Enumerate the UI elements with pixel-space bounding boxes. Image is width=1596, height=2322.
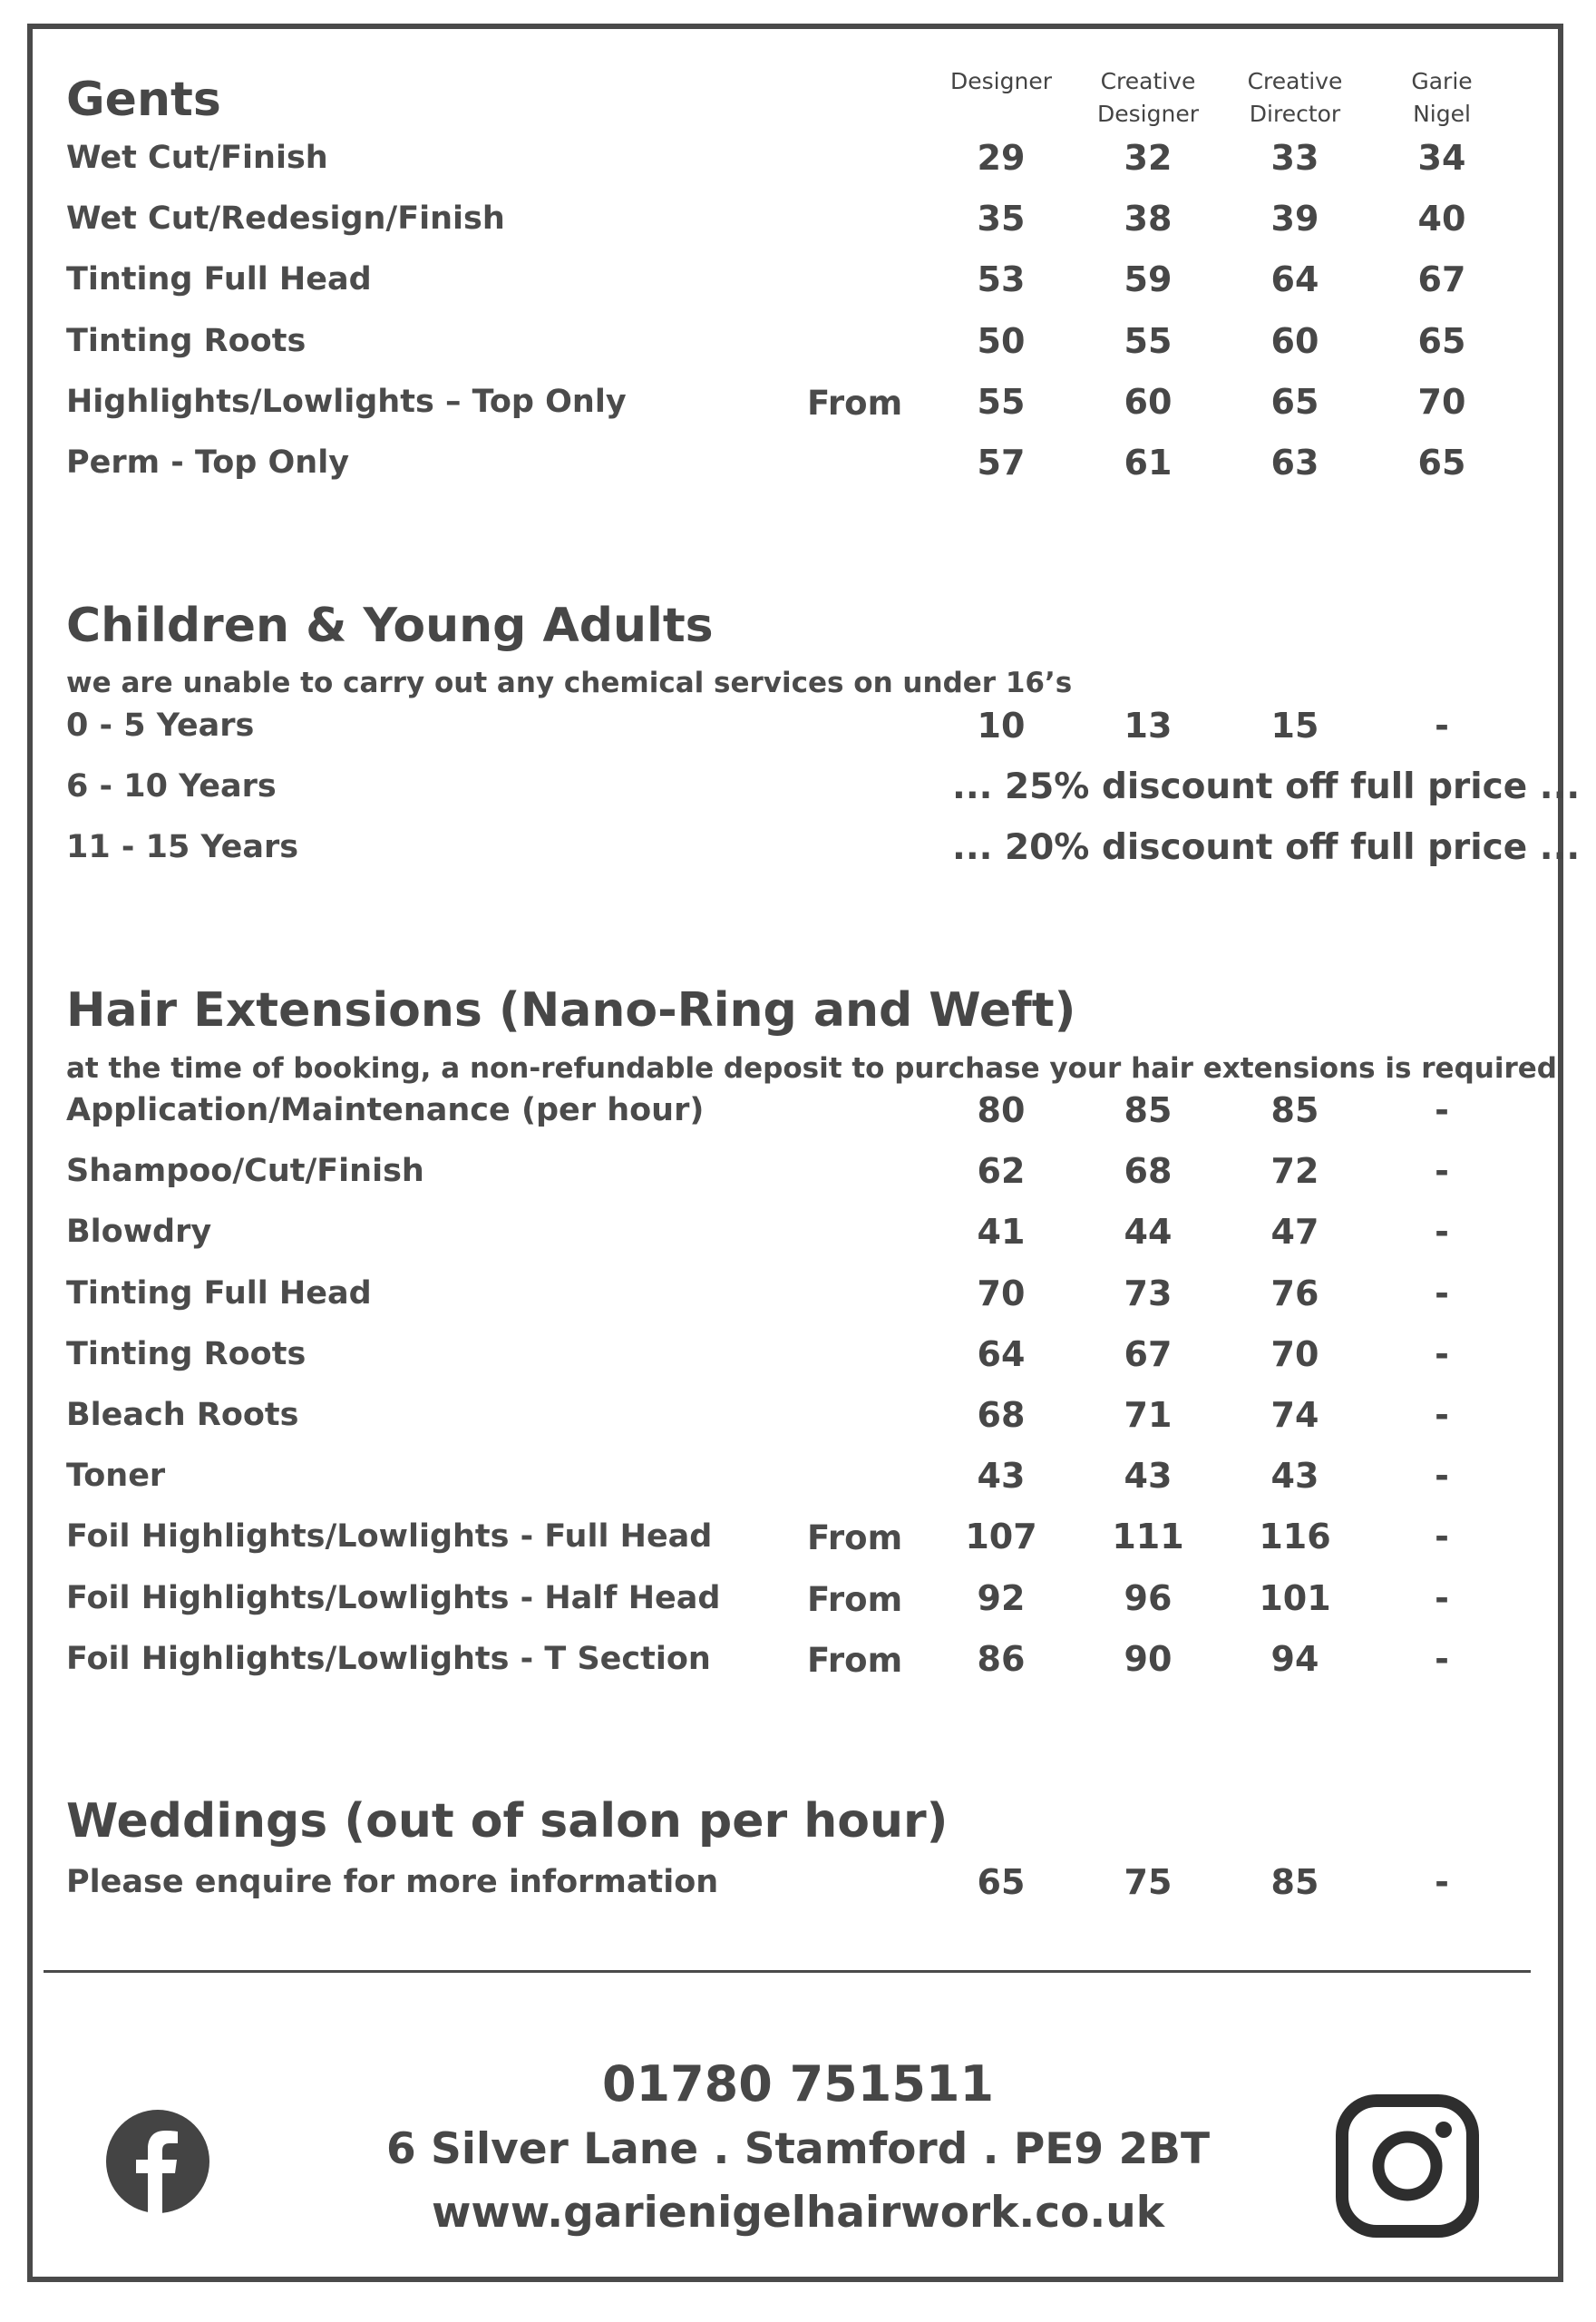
price-cell: 80 bbox=[977, 1090, 1026, 1130]
price-cell: 71 bbox=[1124, 1395, 1173, 1435]
price-cell: 55 bbox=[977, 381, 1026, 422]
price-cell: 111 bbox=[1112, 1517, 1184, 1557]
row-label: Please enquire for more information bbox=[66, 1864, 719, 1900]
column-header-designer: Designer bbox=[950, 68, 1052, 94]
price-cell: 70 bbox=[1270, 1333, 1319, 1374]
price-cell: 50 bbox=[977, 320, 1026, 361]
price-cell: 47 bbox=[1270, 1212, 1319, 1253]
price-cell: 41 bbox=[977, 1212, 1026, 1253]
price-cell: - bbox=[1435, 1638, 1449, 1679]
from-label: From bbox=[807, 1579, 903, 1619]
price-cell: 63 bbox=[1270, 443, 1319, 483]
row-label: Tinting Full Head bbox=[66, 1274, 372, 1312]
price-cell: 59 bbox=[1124, 259, 1173, 300]
row-label: Highlights/Lowlights – Top Only bbox=[66, 383, 627, 420]
price-cell: 39 bbox=[1270, 199, 1319, 239]
price-cell: 116 bbox=[1259, 1517, 1331, 1557]
section-title-extensions: Hair Extensions (Nano-Ring and Weft) bbox=[66, 983, 1076, 1038]
price-cell: 64 bbox=[977, 1333, 1026, 1374]
row-label: Foil Highlights/Lowlights - Full Head bbox=[66, 1518, 713, 1556]
price-cell: 92 bbox=[977, 1577, 1026, 1618]
price-cell: 55 bbox=[1124, 320, 1173, 361]
section-title-gents: Gents bbox=[66, 73, 221, 127]
price-cell: 72 bbox=[1270, 1151, 1319, 1192]
price-cell: - bbox=[1435, 1273, 1449, 1313]
row-label: Tinting Full Head bbox=[66, 261, 372, 298]
price-cell: 57 bbox=[977, 443, 1026, 483]
row-label: 6 - 10 Years bbox=[66, 768, 277, 805]
row-label: Tinting Roots bbox=[66, 1335, 307, 1372]
row-label: Application/Maintenance (per hour) bbox=[66, 1092, 705, 1128]
price-cell: 74 bbox=[1270, 1395, 1319, 1435]
price-cell: 73 bbox=[1124, 1273, 1173, 1313]
row-label: Bleach Roots bbox=[66, 1397, 299, 1433]
from-label: From bbox=[807, 1518, 903, 1558]
row-label: Tinting Roots bbox=[66, 322, 307, 359]
price-cell: - bbox=[1435, 1456, 1449, 1497]
column-header-garie-nigel: Garie Nigel bbox=[1411, 68, 1473, 127]
price-cell: 94 bbox=[1270, 1638, 1319, 1679]
section-note-children: we are unable to carry out any chemical services on under 16’s bbox=[66, 667, 1073, 699]
price-cell: 60 bbox=[1124, 381, 1173, 422]
price-cell: 60 bbox=[1270, 320, 1319, 361]
row-label: Blowdry bbox=[66, 1214, 212, 1251]
price-cell: 64 bbox=[1270, 259, 1319, 300]
price-cell: 53 bbox=[977, 259, 1026, 300]
price-cell: 29 bbox=[977, 138, 1026, 178]
row-label: 0 - 5 Years bbox=[66, 707, 255, 744]
address: 6 Silver Lane . Stamford . PE9 2BT bbox=[385, 2124, 1211, 2174]
price-cell: 62 bbox=[977, 1151, 1026, 1192]
row-label: Shampoo/Cut/Finish bbox=[66, 1153, 424, 1190]
price-cell: 10 bbox=[977, 706, 1026, 746]
row-label: Perm - Top Only bbox=[66, 444, 350, 481]
phone-number[interactable]: 01780 751511 bbox=[601, 2055, 995, 2112]
price-cell: - bbox=[1435, 1151, 1449, 1192]
price-cell: 107 bbox=[965, 1517, 1037, 1557]
price-cell: 101 bbox=[1259, 1577, 1331, 1618]
column-header-creative-director: Creative Director bbox=[1247, 68, 1343, 127]
row-label: Foil Highlights/Lowlights - Half Head bbox=[66, 1579, 721, 1616]
price-cell: 61 bbox=[1124, 443, 1173, 483]
price-cell: 68 bbox=[1124, 1151, 1173, 1192]
price-cell: 67 bbox=[1124, 1333, 1173, 1374]
price-cell: 13 bbox=[1124, 706, 1173, 746]
price-cell: 65 bbox=[977, 1862, 1026, 1902]
price-cell: 33 bbox=[1270, 138, 1319, 178]
price-cell: 44 bbox=[1124, 1212, 1173, 1253]
price-cell: 65 bbox=[1270, 381, 1319, 422]
price-cell: 85 bbox=[1270, 1862, 1319, 1902]
discount-note: ... 25% discount off full price ... bbox=[952, 766, 1581, 807]
price-cell: - bbox=[1435, 1090, 1449, 1130]
section-note-extensions: at the time of booking, a non-refundable deposit to purchase your hair extensions is required bbox=[66, 1052, 1557, 1085]
price-cell: 65 bbox=[1417, 320, 1466, 361]
price-cell: 65 bbox=[1417, 443, 1466, 483]
price-cell: 96 bbox=[1124, 1577, 1173, 1618]
price-cell: - bbox=[1435, 1333, 1449, 1374]
price-cell: - bbox=[1435, 1577, 1449, 1618]
row-label: Wet Cut/Redesign/Finish bbox=[66, 200, 505, 238]
row-label: Toner bbox=[66, 1458, 166, 1495]
price-cell: 86 bbox=[977, 1638, 1026, 1679]
from-label: From bbox=[807, 383, 903, 423]
price-cell: - bbox=[1435, 1517, 1449, 1557]
price-cell: 43 bbox=[1270, 1456, 1319, 1497]
price-cell: 70 bbox=[1417, 381, 1466, 422]
row-label: 11 - 15 Years bbox=[66, 829, 299, 865]
price-cell: 43 bbox=[1124, 1456, 1173, 1497]
price-cell: - bbox=[1435, 706, 1449, 746]
footer-divider bbox=[44, 1970, 1531, 1973]
price-cell: 90 bbox=[1124, 1638, 1173, 1679]
from-label: From bbox=[807, 1640, 903, 1680]
price-cell: 70 bbox=[977, 1273, 1026, 1313]
facebook-icon[interactable] bbox=[106, 2110, 209, 2213]
price-cell: - bbox=[1435, 1395, 1449, 1435]
row-label: Wet Cut/Finish bbox=[66, 140, 328, 176]
website-link[interactable]: www.garienigelhairwork.co.uk bbox=[431, 2188, 1165, 2238]
price-cell: 75 bbox=[1124, 1862, 1173, 1902]
price-cell: 43 bbox=[977, 1456, 1026, 1497]
price-cell: 32 bbox=[1124, 138, 1173, 178]
section-title-weddings: Weddings (out of salon per hour) bbox=[66, 1794, 949, 1849]
price-cell: - bbox=[1435, 1862, 1449, 1902]
column-header-creative-designer: Creative Designer bbox=[1097, 68, 1199, 127]
price-cell: 34 bbox=[1417, 138, 1466, 178]
instagram-icon[interactable] bbox=[1335, 2093, 1480, 2239]
discount-note: ... 20% discount off full price ... bbox=[952, 827, 1581, 868]
price-cell: 68 bbox=[977, 1395, 1026, 1435]
section-title-children: Children & Young Adults bbox=[66, 599, 714, 653]
price-cell: 85 bbox=[1270, 1090, 1319, 1130]
price-cell: 85 bbox=[1124, 1090, 1173, 1130]
price-cell: 38 bbox=[1124, 199, 1173, 239]
row-label: Foil Highlights/Lowlights - T Section bbox=[66, 1640, 711, 1677]
price-cell: 76 bbox=[1270, 1273, 1319, 1313]
price-cell: 67 bbox=[1417, 259, 1466, 300]
price-cell: - bbox=[1435, 1212, 1449, 1253]
price-cell: 15 bbox=[1270, 706, 1319, 746]
price-cell: 40 bbox=[1417, 199, 1466, 239]
price-cell: 35 bbox=[977, 199, 1026, 239]
